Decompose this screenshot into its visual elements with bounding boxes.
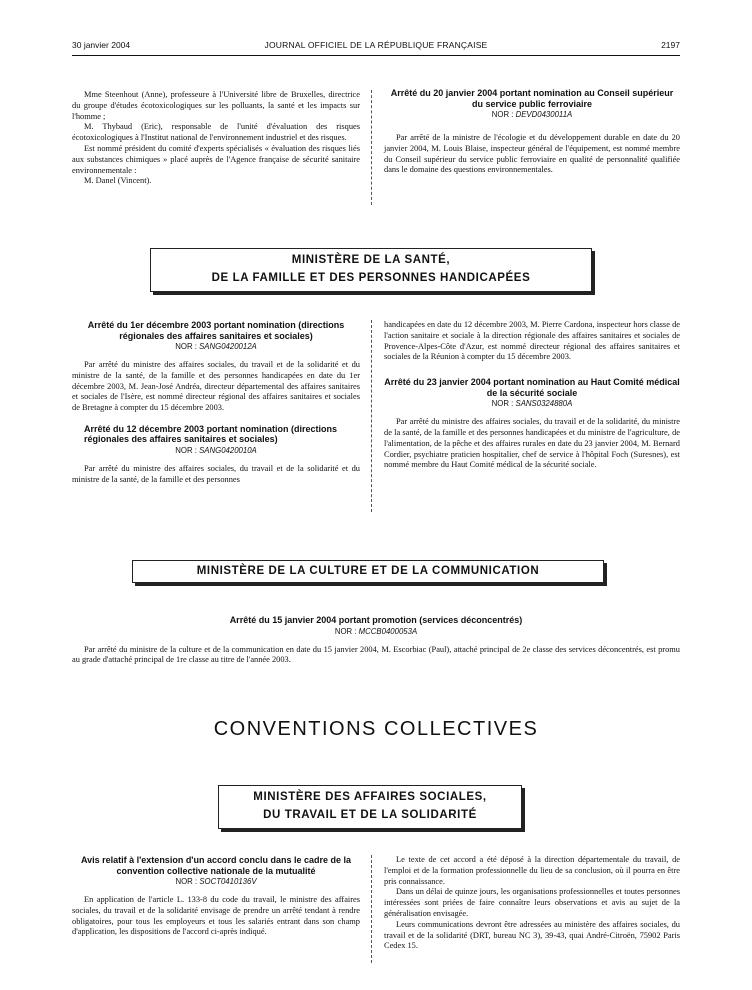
ministry-sante-box xyxy=(150,248,592,292)
header-page-number: 2197 xyxy=(661,40,680,50)
top-left-column xyxy=(72,90,360,187)
member-thybaud: M. Thybaud (Eric), responsable de l'unité d'évaluation des risques écotoxicologiques à l'Institut national de l'environnement industriel et des risques. xyxy=(72,122,360,143)
nor-code: DEVD0430011A xyxy=(515,110,573,119)
top-right-column xyxy=(384,88,680,176)
nor-code: SANG0420012A xyxy=(199,342,257,351)
culture-section xyxy=(72,615,680,666)
nor-line xyxy=(72,342,360,351)
ministry-affaires-line1: MINISTÈRE DES AFFAIRES SOCIALES, xyxy=(253,791,487,803)
nor-line xyxy=(72,877,360,886)
arrete-body-text: Par arrêté du ministre des affaires sociales, du travail et de la solidarité et du ministre de la santé, de la famille et des personnes xyxy=(72,463,360,484)
arrete-body-text: Par arrêté de la ministre de l'écologie et du développement durable en date du 20 janvier 2004, M. Louis Blaise, inspecteur général de l'équipement, est nommé membre du Conseil supérieur du service public ferroviaire en qualité de personnalité qualifiée dans le domaine des questions environnementales. xyxy=(384,133,680,175)
arrete-body-text: Par arrêté du ministre de la culture et de la communication en date du 15 janvier 2004, M. Escorbiac (Paul), attaché principal de 2e classe des services déconcentrés, est promu au grade d'attaché principal de 1re classe au titre de l'année 2003. xyxy=(72,644,680,665)
arrete-23-janvier-title: Arrêté du 23 janvier 2004 portant nomination au Haut Comité médical de la sécurité sociale xyxy=(384,377,680,398)
ministry-sante-line1: MINISTÈRE DE LA SANTÉ, xyxy=(291,254,451,266)
header-rule xyxy=(72,55,680,56)
ministry-culture-box xyxy=(132,560,604,583)
arrete-15-janvier-body xyxy=(72,645,680,667)
ministry-sante-line2: DE LA FAMILLE ET DES PERSONNES HANDICAPÉES xyxy=(211,272,531,284)
nor-label: NOR : xyxy=(491,110,514,119)
nor-label: NOR : xyxy=(175,445,197,455)
avis-left-column xyxy=(72,855,360,938)
avis-body-text: Leurs communications devront être adressées au ministère des affaires sociales, du travail et de la solidarité (DRT, bureau NC 3), 39-43, quai André-Citroën, 75902 Paris Cedex 15. xyxy=(384,919,680,951)
arrete-conseil-ferroviaire-title: Arrêté du 20 janvier 2004 portant nomination au Conseil supérieur du service public ferroviaire xyxy=(390,88,674,109)
avis-body-text: En application de l'article L. 133-8 du code du travail, le ministre des affaires sociales, du travail et de la solidarité envisage de prendre un arrêté tendant à rendre obligatoires, pour tous les employeurs et tous les salariés entrant dans son champ d'application, les dispositions de l'accord ci-après indiqué. xyxy=(72,895,360,937)
arrete-conseil-ferroviaire-body xyxy=(384,133,680,176)
column-separator-sante xyxy=(371,320,372,512)
avis-right-column xyxy=(384,855,680,952)
ministry-affaires-sociales-box xyxy=(218,785,522,829)
sante-left-column xyxy=(72,320,360,486)
header-journal-title: JOURNAL OFFICIEL DE LA RÉPUBLIQUE FRANÇAISE xyxy=(264,40,488,50)
nor-line xyxy=(72,627,680,636)
column-separator-avis xyxy=(371,855,372,963)
nor-code: SANS0324880A xyxy=(515,399,573,409)
nor-label: NOR : xyxy=(175,877,198,886)
avis-body-left xyxy=(72,895,360,938)
avis-extension-title: Avis relatif à l'extension d'un accord conclu dans le cadre de la convention collective nationale de la mutualité xyxy=(80,855,352,876)
avis-body-text: Le texte de cet accord a été déposé à la direction départementale du travail, de l'emploi et de la formation professionnelle du lieu de sa conclusion, où il pourra en être pris connaissance. xyxy=(384,855,680,886)
header-date: 30 janvier 2004 xyxy=(72,40,131,50)
arrete-body-text: Par arrêté du ministre des affaires sociales, du travail et de la solidarité et du ministre de la santé, de la famille et des personnes handicapées en date du 1er décembre 2003, M. Jean-José Andréa, directeur départemental des affaires sanitaires et sociales de l'Isère, est nommé directeur régional des affaires sanitaires et sociales de Bretagne à compter du 15 décembre 2003. xyxy=(72,360,360,413)
nor-code: SOCT0410136V xyxy=(199,877,257,886)
nor-label: NOR : xyxy=(175,342,197,351)
nor-label: NOR : xyxy=(491,399,514,409)
member-steenhout: Mme Steenhout (Anne), professeure à l'Université libre de Bruxelles, directrice du groupe d'études écotoxicologiques sur les polluants, la santé et les impacts sur l'homme ; xyxy=(72,90,360,121)
page-header xyxy=(72,40,680,54)
nor-code: SANG0420010A xyxy=(199,445,257,455)
arrete-1er-decembre-title: Arrêté du 1er décembre 2003 portant nomination (directions régionales des affaires sanitaires et sociales) xyxy=(87,320,345,341)
ministry-affaires-line2: DU TRAVAIL ET DE LA SOLIDARITÉ xyxy=(263,809,477,821)
sante-right-column xyxy=(384,320,680,471)
arrete-12-decembre-title: Arrêté du 12 décembre 2003 portant nomination (directions régionales des affaires sanitaires et sociales) xyxy=(84,423,338,445)
arrete-12-decembre-continued xyxy=(384,320,680,363)
nor-code: MCCB0400053A xyxy=(358,626,418,636)
president-nomination: Est nommé président du comité d'experts spécialisés « évaluation des risques liés aux substances chimiques » placé auprès de l'Agence française de sécurité sanitaire environnementale : xyxy=(72,143,360,175)
president-name: M. Danel (Vincent). xyxy=(84,176,152,186)
arrete-23-janvier-body xyxy=(384,417,680,471)
conventions-collectives-heading: CONVENTIONS COLLECTIVES xyxy=(213,718,539,740)
arrete-15-janvier-title: Arrêté du 15 janvier 2004 portant promotion (services déconcentrés) xyxy=(229,615,523,625)
nor-line xyxy=(384,399,680,408)
column-separator-top xyxy=(371,90,372,205)
arrete-body-text: handicapées en date du 12 décembre 2003, M. Pierre Cardona, inspecteur hors classe de l'action sanitaire et sociale à la direction régionale des affaires sanitaires et sociales de Provence-Alpes-Côte d'Azur, est nommé directeur régional des affaires sanitaires et sociales de la Réunion à compter du 15 décembre 2003. xyxy=(384,320,680,362)
ministry-culture-label: MINISTÈRE DE LA CULTURE ET DE LA COMMUNICATION xyxy=(196,565,540,577)
arrete-12-decembre-body xyxy=(72,464,360,486)
nor-line xyxy=(72,446,360,455)
nor-line xyxy=(384,110,680,119)
nor-label: NOR : xyxy=(334,626,357,636)
avis-body-text: Dans un délai de quinze jours, les organisations professionnelles et toutes personnes intéressées sont priées de faire connaître leurs observations et avis au sujet de la généralisation envisagée. xyxy=(384,887,680,918)
arrete-1er-decembre-body xyxy=(72,360,360,414)
arrete-body-text: Par arrêté du ministre des affaires sociales, du travail et de la solidarité, du ministre de la santé, de la famille et des personnes handicapées et du ministre de l'agriculture, de l'alimentation, de la pêche et des affaires rurales en date du 23 janvier 2004, M. Bernard Cordier, psychiatre praticien hospitalier, chef de service à l'hôpital Foch (Suresnes), est nommé membre du Haut Comité médical de la sécurité sociale. xyxy=(384,417,680,470)
